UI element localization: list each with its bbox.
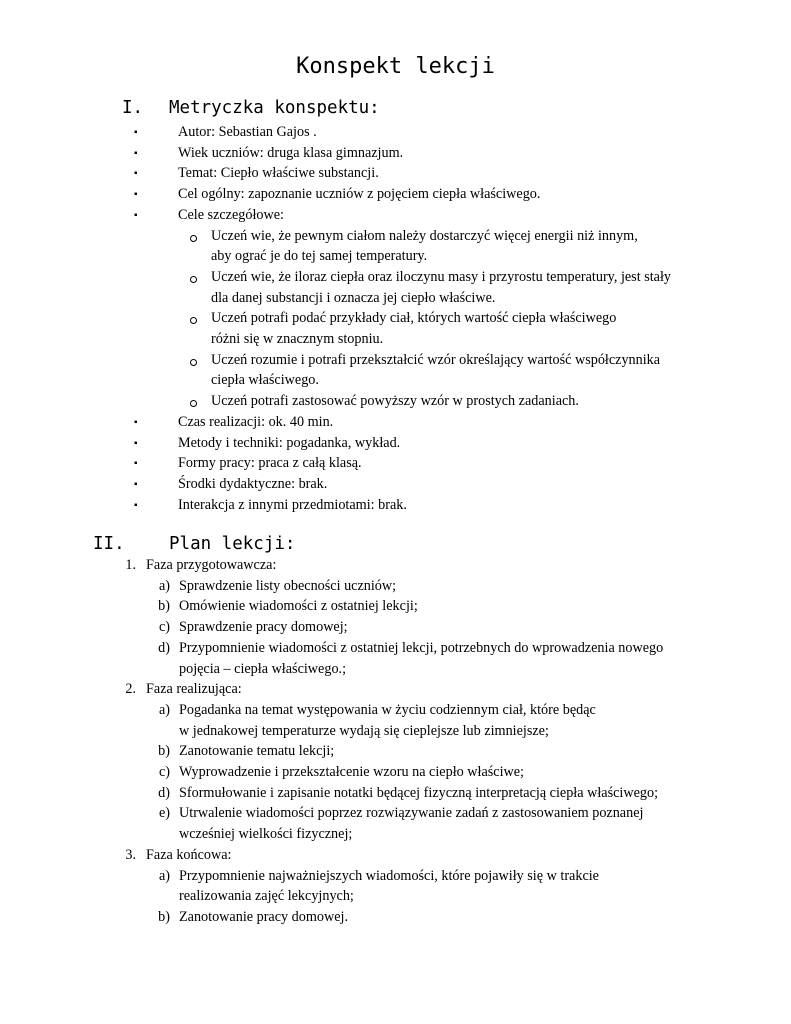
plan-item-continuation: w jednakowej temperaturze wydają się cieplejsze lub zimniejsze;	[179, 722, 549, 739]
plan-item-continuation: pojęcia – ciepła właściwego.;	[179, 660, 347, 677]
plan-item-continuation: realizowania zajęć lekcyjnych;	[179, 888, 354, 905]
square-bullet-icon: ▪	[134, 147, 138, 159]
circle-bullet-icon	[190, 400, 197, 407]
plan-item: Sprawdzenie listy obecności uczniów;	[179, 577, 397, 594]
plan-item: Wyprowadzenie i przekształcenie wzoru na ciepło właściwe;	[179, 764, 525, 780]
square-bullet-icon: ▪	[134, 168, 138, 180]
item-marker: b)	[158, 743, 170, 760]
sub-list-item-continuation: dla danej substancji i oznacza jej ciepło właściwe.	[211, 289, 496, 306]
list-item: Interakcja z innymi przedmiotami: brak.	[178, 496, 407, 513]
phase-label: Faza realizująca:	[146, 681, 242, 698]
plan-item: Utrwalenie wiadomości poprzez rozwiązywanie zadań z zastosowaniem poznanej	[179, 805, 644, 822]
sub-list-item: Uczeń potrafi zastosować powyższy wzór w prostych zadaniach.	[211, 393, 579, 410]
phase-label: Faza przygotowawcza:	[146, 557, 277, 573]
square-bullet-icon: ▪	[134, 127, 138, 138]
square-bullet-icon: ▪	[134, 416, 138, 428]
item-marker: a)	[158, 577, 170, 594]
list-item: Metody i techniki: pogadanka, wykład.	[178, 434, 401, 451]
sub-list-item: Uczeń wie, że pewnym ciałom należy dostarczyć więcej energii niż innym,	[211, 227, 638, 244]
sub-list-item: Uczeń rozumie i potrafi przekształcić wzór określający wartość współczynnika	[211, 351, 661, 368]
item-marker: a)	[158, 867, 170, 884]
document-title: Konspekt lekcji	[296, 54, 495, 79]
plan-item-continuation: wcześniej wielkości fizycznej;	[179, 826, 353, 843]
list-item: Wiek uczniów: druga klasa gimnazjum.	[178, 144, 404, 161]
item-marker: d)	[158, 639, 170, 656]
circle-bullet-icon	[190, 276, 197, 283]
plan-item: Sformułowanie i zapisanie notatki będącej fizyczną interpretacją ciepła właściwego;	[179, 784, 659, 801]
square-bullet-icon: ▪	[134, 499, 138, 511]
sub-list-item: Uczeń wie, że iloraz ciepła oraz iloczynu masy i przyrostu temperatury, jest stały	[211, 268, 671, 285]
square-bullet-icon: ▪	[134, 209, 138, 221]
circle-bullet-icon	[190, 235, 197, 242]
list-item: Czas realizacji: ok. 40 min.	[178, 413, 334, 430]
plan-item: Pogadanka na temat występowania w życiu codziennym ciał, które będąc	[179, 701, 596, 718]
plan-item: Zanotowanie pracy domowej.	[179, 908, 349, 925]
plan-item: Zanotowanie tematu lekcji;	[179, 743, 335, 760]
sub-list-item-continuation: aby ograć je do tej samej temperatury.	[211, 248, 428, 265]
item-marker: d)	[158, 784, 170, 801]
square-bullet-icon: ▪	[134, 437, 138, 449]
plan-item: Przypomnienie wiadomości z ostatniej lekcji, potrzebnych do wprowadzenia nowego	[179, 639, 664, 656]
item-marker: c)	[158, 764, 170, 780]
list-item: Formy pracy: praca z całą klasą.	[178, 455, 362, 472]
sub-list-item: Uczeń potrafi podać przykłady ciał, których wartość ciepła właściwego	[211, 310, 617, 327]
section-2-heading: Plan lekcji:	[169, 534, 296, 554]
square-bullet-icon: ▪	[134, 478, 138, 490]
plan-item: Przypomnienie najważniejszych wiadomości, które pojawiły się w trakcie	[179, 867, 599, 884]
item-marker: c)	[158, 619, 170, 636]
section-1-numeral: I.	[122, 98, 144, 118]
plan-item: Sprawdzenie pracy domowej;	[179, 619, 348, 636]
plan-item: Omówienie wiadomości z ostatniej lekcji;	[179, 598, 418, 615]
phase-number: 3.	[125, 846, 136, 863]
list-item: Autor: Sebastian Gajos .	[178, 124, 317, 140]
circle-bullet-icon	[190, 359, 197, 366]
list-item: Temat: Ciepło właściwe substancji.	[178, 165, 379, 182]
item-marker: a)	[158, 701, 170, 718]
phase-label: Faza końcowa:	[146, 846, 232, 863]
phase-number: 2.	[125, 681, 136, 698]
item-marker: b)	[158, 598, 170, 615]
list-item: Środki dydaktyczne: brak.	[178, 475, 328, 492]
section-2-numeral: II.	[93, 534, 125, 554]
list-item: Cele szczegółowe:	[178, 206, 284, 223]
sub-list-item-continuation: różni się w znacznym stopniu.	[211, 331, 384, 347]
list-item: Cel ogólny: zapoznanie uczniów z pojęciem ciepła właściwego.	[178, 186, 541, 203]
sub-list-item-continuation: ciepła właściwego.	[211, 372, 319, 389]
circle-bullet-icon	[190, 317, 197, 324]
item-marker: e)	[158, 805, 170, 822]
section-1-heading: Metryczka konspektu:	[169, 98, 380, 118]
phase-number: 1.	[125, 557, 136, 573]
square-bullet-icon: ▪	[134, 189, 138, 201]
square-bullet-icon: ▪	[134, 458, 138, 470]
item-marker: b)	[158, 908, 170, 925]
